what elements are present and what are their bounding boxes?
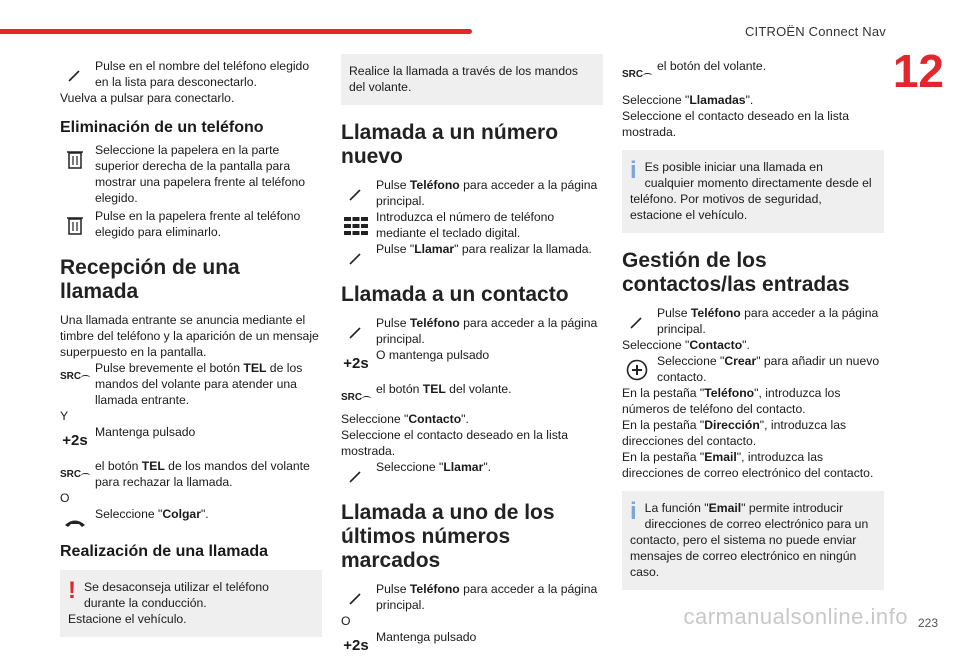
page-number: 223 xyxy=(917,616,938,630)
hang-up-icon xyxy=(60,508,90,538)
step-answer-call: SRC Pulse brevemente el botón TEL de los mandos del volante para atender una llamada entrante. xyxy=(60,361,303,407)
paragraph: Seleccione "Llamadas". xyxy=(622,93,754,107)
watermark: carmanualsonline.info xyxy=(683,604,908,629)
heading-contacto: Llamada a un contacto xyxy=(341,283,569,306)
step-create-contact: Seleccione "Crear" para añadir un nuevo contacto. xyxy=(622,353,884,385)
info-box: Realice la llamada a través de los mandos del volante. xyxy=(341,54,603,105)
heading-recepcion: Recepción de una llamada xyxy=(60,256,240,303)
heading-gestion: Gestión de los contactos/las entradas xyxy=(622,249,850,296)
step-tap-trash: Pulse en la papelera frente al teléfono elegido para eliminarlo. xyxy=(60,208,322,240)
step-open-phone: Pulse Teléfono para acceder a la página principal. xyxy=(341,315,603,347)
step-src-button: SRC el botón del volante. xyxy=(622,58,884,92)
paragraph: Seleccione "Contacto". xyxy=(341,412,469,426)
hold-2s-icon: + 2s xyxy=(62,432,88,449)
step-keypad: Introduzca el número de teléfono mediante el teclado digital. xyxy=(341,209,603,241)
trash-icon xyxy=(60,210,90,240)
column-1 xyxy=(60,58,322,641)
chapter-number: 12 xyxy=(892,45,944,97)
src-button-icon: SRC xyxy=(622,60,652,90)
paragraph: En la pestaña "Email", introduzca las direcciones de correo electrónico del contacto. xyxy=(622,450,874,480)
paragraph: Vuelva a pulsar para conectarlo. xyxy=(60,91,235,105)
step-open-phone: Pulse Teléfono para acceder a la página principal. xyxy=(341,581,603,613)
heading-eliminacion: Eliminación de un teléfono xyxy=(60,119,264,136)
step-call: Pulse "Llamar" para realizar la llamada. xyxy=(341,241,603,267)
step-hang-up: Seleccione "Colgar". xyxy=(60,506,322,532)
step-select-trash: Seleccione la papelera en la parte superior derecha de la pantalla para mostrar una papelera frente al teléfono elegido. xyxy=(60,142,322,206)
step-hold: + 2s Mantenga pulsado xyxy=(60,424,322,458)
heading-realizacion: Realización de una llamada xyxy=(60,543,269,560)
step-open-phone: Pulse Teléfono para acceder a la página principal. xyxy=(622,305,884,337)
tap-icon xyxy=(341,583,371,613)
warning-note: ! Se desaconseja utilizar el teléfono durante la conducción. Estacione el vehículo. xyxy=(60,570,322,637)
paragraph: Seleccione el contacto deseado en la lista mostrada. xyxy=(622,109,849,139)
trash-icon xyxy=(60,144,90,174)
src-button-icon: SRC xyxy=(60,362,90,392)
step-tel-button: SRC el botón TEL del volante. xyxy=(341,381,603,411)
paragraph: En la pestaña "Teléfono", introduzca los números de teléfono del contacto. xyxy=(622,386,841,416)
header-accent-bar xyxy=(0,29,472,34)
add-circle-icon xyxy=(622,355,652,385)
step-disconnect: Pulse en el nombre del teléfono elegido en la lista para desconectarlo. xyxy=(60,58,322,90)
hold-2s-icon: + 2s xyxy=(343,355,369,372)
tap-icon xyxy=(341,179,371,209)
step-open-phone: Pulse Teléfono para acceder a la página principal. xyxy=(341,177,603,209)
tap-icon xyxy=(341,243,371,273)
step-reject-call: SRC el botón TEL de los mandos del volante para rechazar la llamada. xyxy=(60,459,310,489)
step-call: Seleccione "Llamar". xyxy=(341,459,603,485)
paragraph: Y xyxy=(60,409,69,423)
src-button-icon: SRC xyxy=(60,460,90,490)
step-hold: + 2s Mantenga pulsado xyxy=(341,629,603,659)
heading-numero-nuevo: Llamada a un número nuevo xyxy=(341,121,559,168)
heading-ultimos: Llamada a uno de los últimos números marcados xyxy=(341,501,555,572)
paragraph: O xyxy=(60,491,70,505)
warning-icon: ! xyxy=(68,577,76,604)
hold-2s-icon: + 2s xyxy=(343,637,369,654)
tap-icon xyxy=(60,60,90,90)
step-hold: + 2s O mantenga pulsado xyxy=(341,347,603,381)
info-note: i Es posible iniciar una llamada en cualquier momento directamente desde el teléfono. Por motivos de seguridad, estacione el vehículo. xyxy=(622,150,884,233)
keypad-icon xyxy=(341,211,371,241)
tap-icon xyxy=(622,307,652,337)
paragraph: O xyxy=(341,614,351,628)
paragraph: Una llamada entrante se anuncia mediante el timbre del teléfono y la aparición de un mensaje superpuesto en la pantalla. xyxy=(60,313,319,359)
tap-icon xyxy=(341,317,371,347)
info-icon: i xyxy=(630,157,637,184)
src-button-icon: SRC xyxy=(341,383,371,413)
info-note: i La función "Email" permite introducir direcciones de correo electrónico para un contacto, pero el sistema no puede enviar mensajes de correo electrónico en ningún caso. xyxy=(622,491,884,590)
paragraph: Seleccione el contacto deseado en la lista mostrada. xyxy=(341,428,568,458)
paragraph: En la pestaña "Dirección", introduzca las direcciones del contacto. xyxy=(622,418,847,448)
tap-icon xyxy=(341,461,371,491)
column-2 xyxy=(341,58,603,659)
header-title: CITROËN Connect Nav xyxy=(744,24,886,39)
paragraph: Seleccione "Contacto". xyxy=(622,338,750,352)
column-3 xyxy=(622,58,884,594)
info-icon: i xyxy=(630,498,637,525)
